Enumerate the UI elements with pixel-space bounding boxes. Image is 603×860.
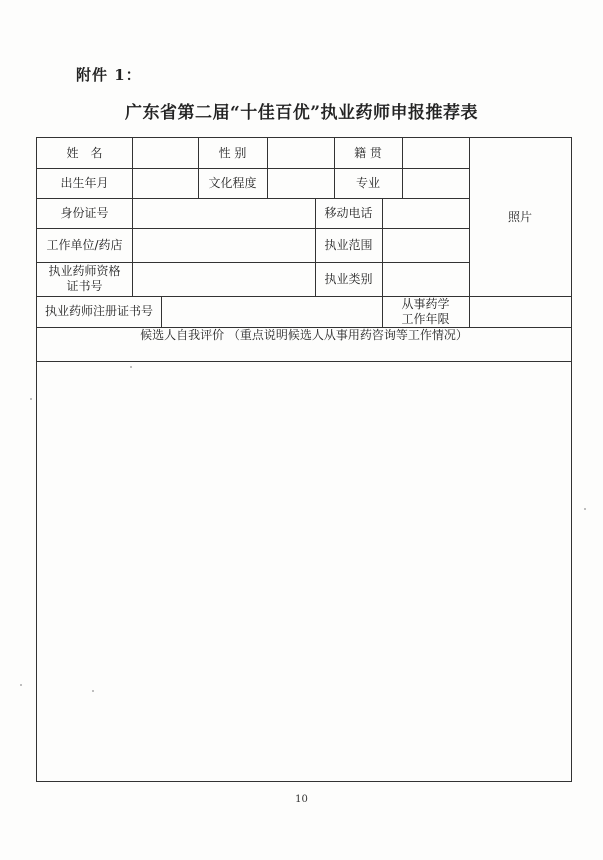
attachment-label: 附件 1：	[76, 66, 142, 84]
native-place-value-field[interactable]	[402, 138, 469, 168]
native-place-label: 籍 贯	[354, 145, 382, 160]
self-evaluation-title: 候选人自我评价	[140, 328, 225, 342]
scan-speck	[584, 508, 586, 510]
self-evaluation-note: （重点说明候选人从事用药咨询等工作情况）	[227, 328, 468, 342]
major-label: 专业	[355, 175, 380, 190]
name-label: 姓 名	[66, 145, 103, 160]
education-value-field[interactable]	[267, 168, 334, 198]
id-number-label: 身份证号	[60, 205, 109, 220]
education-label: 文化程度	[208, 175, 257, 190]
practice-scope-field[interactable]	[382, 228, 469, 262]
scan-speck	[92, 690, 94, 692]
form-title: 广东省第二届“十佳百优”执业药师申报推荐表	[124, 103, 479, 123]
self-evaluation-header	[37, 327, 571, 344]
qualification-certificate-label	[37, 262, 132, 296]
registration-certificate-label: 执业药师注册证书号	[44, 304, 153, 318]
work-years-label-line2: 工作年限	[401, 311, 450, 326]
major-value-field[interactable]	[402, 168, 469, 198]
workplace-label: 工作单位/药店	[46, 237, 123, 252]
id-number-field[interactable]	[132, 198, 315, 228]
practice-scope-label: 执业范围	[324, 237, 373, 252]
work-years-label-line1: 从事药学	[401, 296, 450, 311]
gender-value-field[interactable]	[267, 138, 334, 168]
work-years-field[interactable]	[469, 296, 571, 327]
work-years-label	[382, 296, 469, 327]
gender-label: 性 别	[218, 145, 247, 160]
self-evaluation-field[interactable]	[37, 361, 571, 781]
birth-label: 出生年月	[60, 175, 109, 190]
scan-speck	[20, 684, 22, 686]
photo-label: 照片	[507, 209, 532, 224]
scan-speck	[30, 398, 32, 400]
workplace-field[interactable]	[132, 228, 315, 262]
qualification-label-line2: 证书号	[66, 279, 103, 293]
qualification-label-line1: 执业药师资格	[48, 264, 121, 278]
name-value-field[interactable]	[132, 138, 198, 168]
qualification-certificate-field[interactable]	[132, 262, 315, 296]
mobile-field[interactable]	[382, 198, 469, 228]
page-number: 10	[295, 794, 308, 805]
birth-value-field[interactable]	[132, 168, 198, 198]
practice-category-field[interactable]	[382, 262, 469, 296]
practice-category-label: 执业类别	[324, 271, 373, 286]
scan-speck	[130, 366, 132, 368]
mobile-label: 移动电话	[324, 205, 373, 220]
registration-certificate-field[interactable]	[161, 296, 382, 327]
photo-cell[interactable]	[469, 138, 571, 296]
recommendation-form-table	[36, 137, 572, 782]
